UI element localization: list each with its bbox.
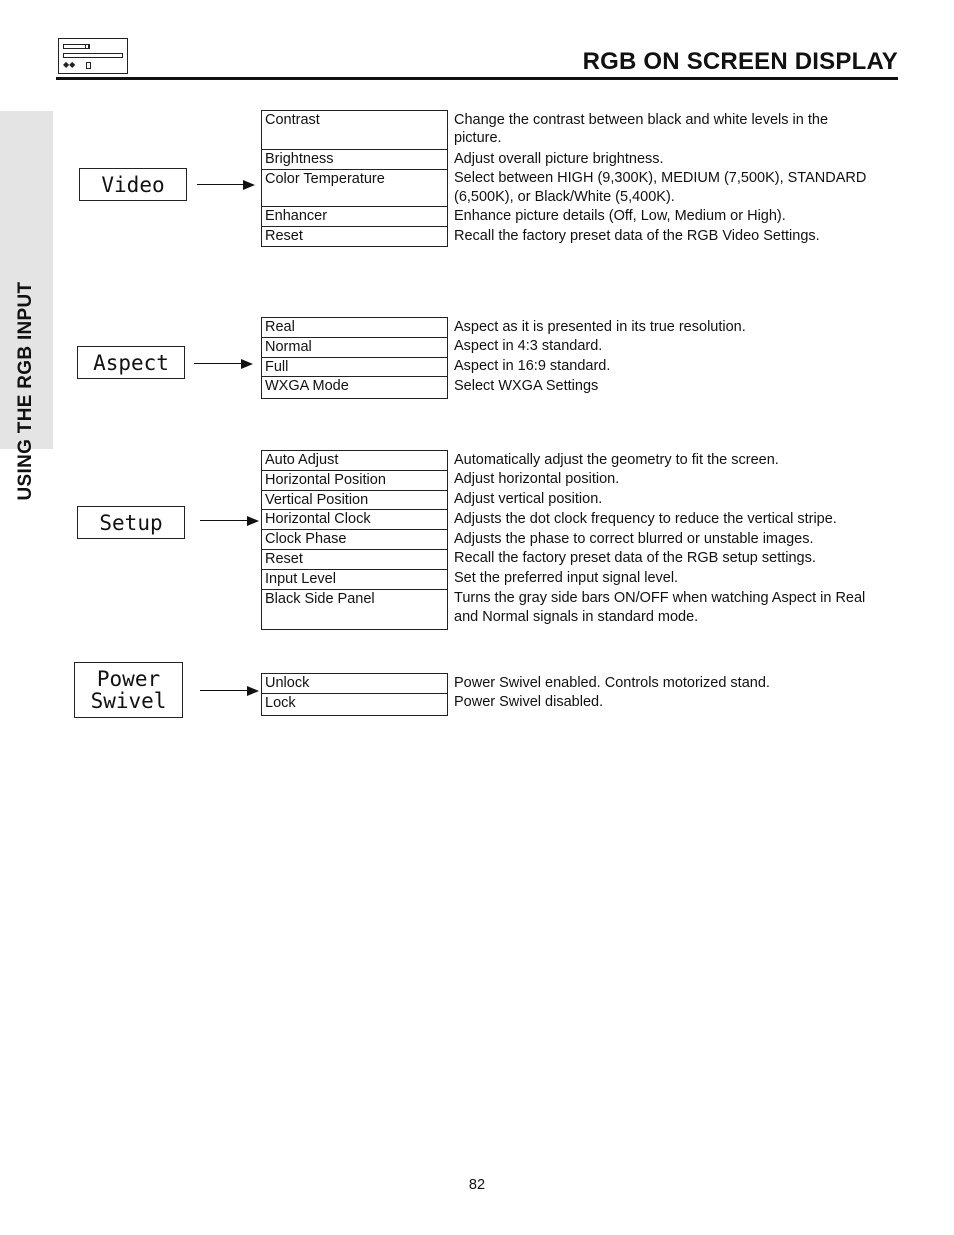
option-cell: Vertical Position	[262, 490, 448, 510]
arrow-icon	[200, 516, 259, 526]
table-row	[262, 569, 873, 589]
table-row	[262, 150, 873, 170]
option-cell: Normal	[262, 337, 448, 357]
description-cell: Power Swivel enabled. Controls motorized stand.	[454, 674, 770, 691]
arrow-icon	[194, 359, 253, 369]
side-tab-label: USING THE RGB INPUT	[15, 281, 36, 501]
table-row	[262, 693, 873, 715]
option-cell: Contrast	[262, 111, 448, 150]
option-cell: Real	[262, 318, 448, 338]
table-row	[262, 169, 873, 207]
description-cell: Adjusts the phase to correct blurred or unstable images.	[454, 530, 814, 547]
option-cell: Enhancer	[262, 207, 448, 227]
option-cell: Lock	[262, 693, 448, 715]
setup-menu-box	[77, 506, 185, 539]
page-title: RGB ON SCREEN DISPLAY	[582, 48, 898, 75]
option-cell: Reset	[262, 549, 448, 569]
table-row	[262, 549, 873, 569]
description-cell: Adjusts the dot clock frequency to reduce the vertical stripe.	[454, 510, 837, 527]
setup-menu-label: Setup	[99, 510, 163, 535]
page-number: 82	[468, 1177, 486, 1193]
option-cell: Full	[262, 357, 448, 377]
option-cell: Auto Adjust	[262, 451, 448, 471]
option-cell: Clock Phase	[262, 530, 448, 550]
power-swivel-label-line2: Swivel	[90, 689, 167, 713]
table-row	[262, 470, 873, 490]
video-options-table	[261, 110, 873, 247]
description-cell: Adjust vertical position.	[454, 491, 603, 508]
aspect-options-table	[261, 317, 873, 399]
table-row	[262, 510, 873, 530]
table-row	[262, 377, 873, 399]
table-row	[262, 357, 873, 377]
table-row	[262, 451, 873, 471]
description-cell: Recall the factory preset data of the RGB setup settings.	[454, 550, 816, 567]
title-rule	[56, 77, 898, 80]
option-cell: Black Side Panel	[262, 589, 448, 629]
description-cell: Aspect as it is presented in its true resolution.	[454, 318, 746, 335]
table-row	[262, 318, 873, 338]
option-cell: WXGA Mode	[262, 377, 448, 399]
table-row	[262, 207, 873, 227]
description-cell: Adjust overall picture brightness.	[454, 150, 664, 167]
description-cell: Power Swivel disabled.	[454, 694, 604, 711]
aspect-menu-box	[77, 346, 185, 379]
table-row	[262, 337, 873, 357]
arrow-icon	[200, 686, 259, 696]
option-cell: Input Level	[262, 569, 448, 589]
table-row	[262, 674, 873, 694]
description-cell: Select WXGA Settings	[454, 377, 599, 394]
table-row	[262, 227, 873, 247]
option-cell: Unlock	[262, 674, 448, 694]
description-cell: Enhance picture details (Off, Low, Medium or High).	[454, 207, 786, 224]
table-row	[262, 111, 873, 150]
description-cell: Adjust horizontal position.	[454, 471, 620, 488]
option-cell: Horizontal Clock	[262, 510, 448, 530]
video-menu-label: Video	[101, 172, 165, 197]
description-cell: Turns the gray side bars ON/OFF when watching Aspect in Real and Normal signals in standard mode.	[454, 590, 866, 625]
power-swivel-menu-box	[74, 662, 183, 718]
power-swivel-options-table	[261, 673, 873, 716]
option-cell: Brightness	[262, 150, 448, 170]
table-row	[262, 589, 873, 629]
table-row	[262, 530, 873, 550]
option-cell: Color Temperature	[262, 169, 448, 207]
description-cell: Recall the factory preset data of the RGB Video Settings.	[454, 227, 820, 244]
video-menu-box	[79, 168, 187, 201]
description-cell: Aspect in 4:3 standard.	[454, 338, 603, 355]
description-cell: Automatically adjust the geometry to fit the screen.	[454, 451, 779, 468]
setup-options-table	[261, 450, 873, 630]
table-row	[262, 490, 873, 510]
tv-input-icon: ◆◆	[58, 38, 128, 74]
arrow-icon	[197, 180, 255, 190]
description-cell: Select between HIGH (9,300K), MEDIUM (7,500K), STANDARD (6,500K), or Black/White (5,400K).	[454, 170, 867, 206]
power-swivel-label-line1: Power	[96, 667, 161, 691]
option-cell: Reset	[262, 227, 448, 247]
description-cell: Aspect in 16:9 standard.	[454, 358, 611, 375]
description-cell: Change the contrast between black and white levels in the picture.	[454, 111, 829, 147]
aspect-menu-label: Aspect	[93, 350, 169, 375]
side-tab	[0, 111, 53, 501]
option-cell: Horizontal Position	[262, 470, 448, 490]
description-cell: Set the preferred input signal level.	[454, 570, 679, 587]
